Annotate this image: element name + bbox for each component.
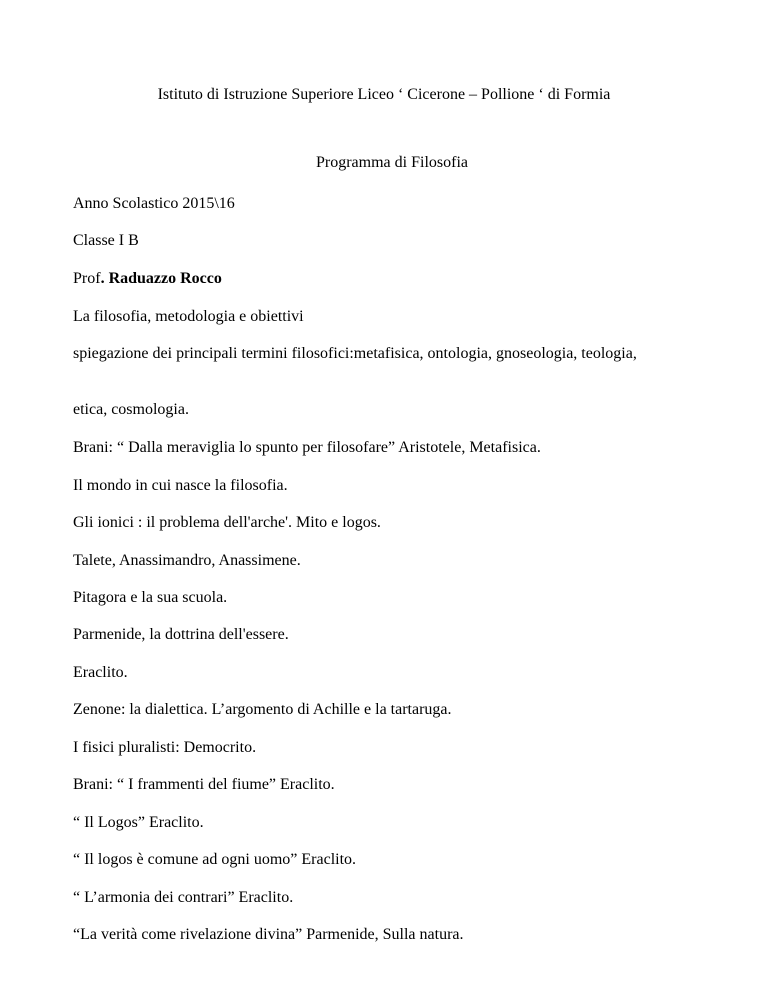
text-line: etica, cosmologia. (73, 401, 189, 418)
text-line: “ Il logos è comune ad ogni uomo” Eraclito. (73, 851, 357, 868)
text-line: Pitagora e la sua scuola. (73, 589, 228, 606)
text-line: I fisici pluralisti: Democrito. (73, 739, 257, 756)
text-line: Talete, Anassimandro, Anassimene. (73, 552, 301, 569)
text-line: Parmenide, la dottrina dell'essere. (73, 626, 289, 643)
institute-heading: Istituto di Istruzione Superiore Liceo ‘ Cicerone – Pollione ‘ di Formia (157, 86, 611, 103)
prof-prefix: Prof (73, 270, 101, 287)
text-line: Brani: “ I frammenti del fiume” Eraclito. (73, 776, 335, 793)
programma-title: Programma di Filosofia (316, 154, 468, 171)
prof-name: . Raduazzo Rocco (100, 270, 222, 287)
text-line: Il mondo in cui nasce la filosofia. (73, 477, 288, 494)
text-line: Eraclito. (73, 664, 128, 681)
text-line: “ Il Logos” Eraclito. (73, 814, 204, 831)
text-line: Brani: “ Dalla meraviglia lo spunto per filosofare” Aristotele, Metafisica. (73, 439, 541, 456)
text-line: Gli ionici : il problema dell'arche'. Mito e logos. (73, 514, 381, 531)
text-line: “La verità come rivelazione divina” Parmenide, Sulla natura. (73, 926, 464, 943)
text-line: Zenone: la dialettica. L’argomento di Achille e la tartaruga. (73, 701, 452, 718)
professore (73, 269, 728, 289)
text-line: “ L’armonia dei contrari” Eraclito. (73, 889, 294, 906)
anno-scolastico: Anno Scolastico 2015\16 (73, 195, 235, 212)
text-line: La filosofia, metodologia e obiettivi (73, 308, 304, 325)
text-line: spiegazione dei principali termini filosofici:metafisica, ontologia, gnoseologia, teologia, (73, 345, 637, 362)
classe: Classe I B (73, 232, 139, 249)
